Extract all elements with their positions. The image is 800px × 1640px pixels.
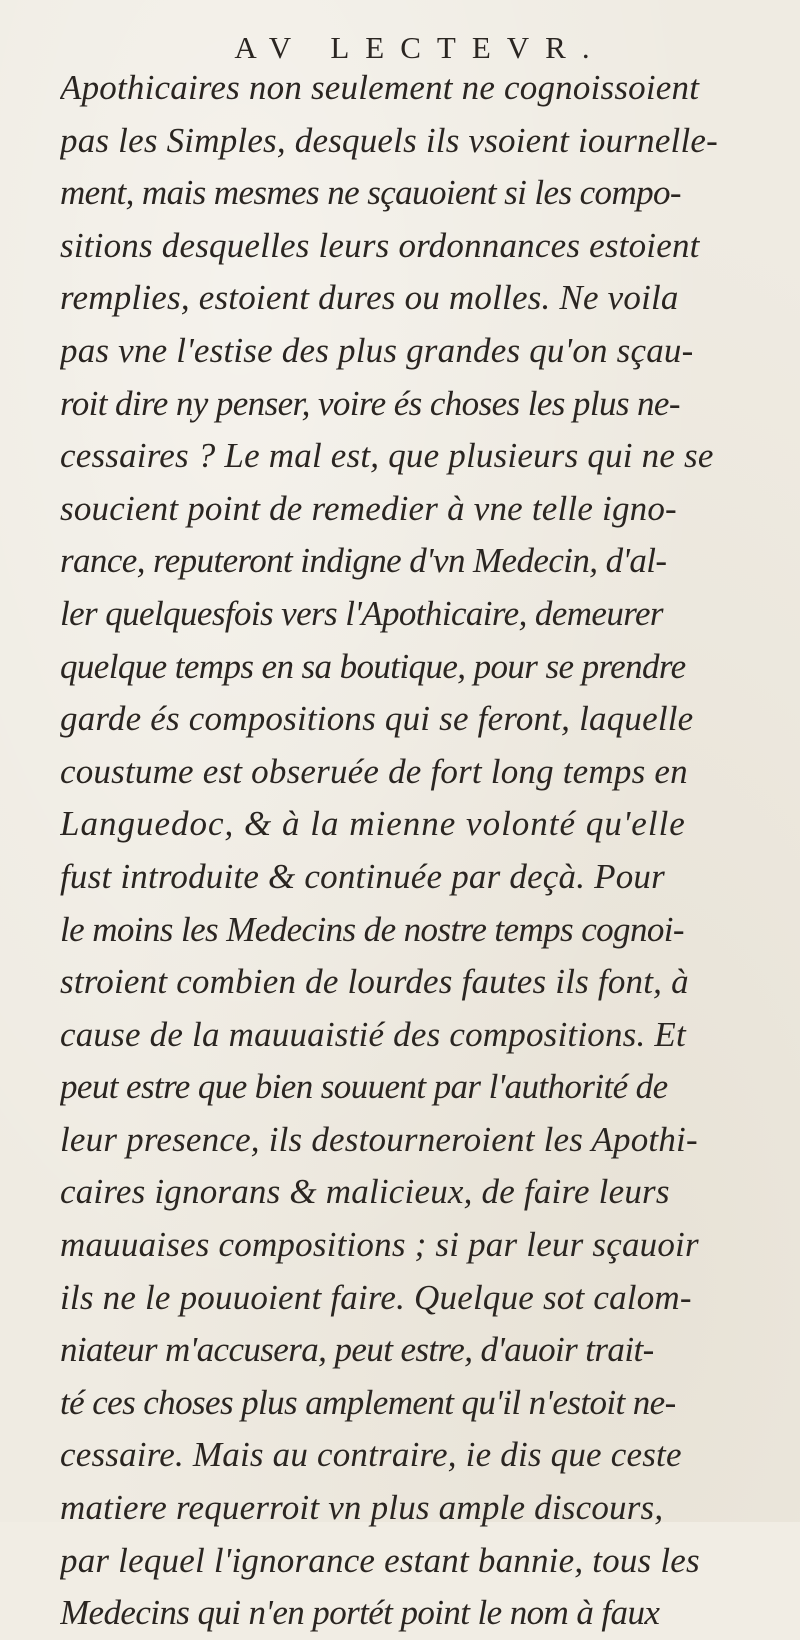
body-text <box>60 62 780 1640</box>
text-line: caires ignorans & malicieux, de faire leurs <box>60 1172 670 1212</box>
text-line: roit dire ny penser, voire és choses les plus ne- <box>60 383 680 423</box>
text-line: par lequel l'ignorance estant bannie, tous les <box>60 1540 700 1580</box>
text-line: leur presence, ils destourneroient les Apothi- <box>60 1119 698 1159</box>
text-line: Apothicaires non seulement ne cognoissoient <box>60 68 700 107</box>
text-line: cessaires ? Le mal est, que plusieurs qui ne se <box>60 436 714 476</box>
text-line: pas les Simples, desquels ils vsoient iournelle- <box>60 120 718 160</box>
running-head: AV LECTEVR. <box>234 30 606 65</box>
text-line: peut estre que bien souuent par l'authorité de <box>60 1067 668 1107</box>
text-line: pas vne l'estise des plus grandes qu'on sçau- <box>60 330 694 370</box>
text-line: cessaire. Mais au contraire, ie dis que ceste <box>60 1435 682 1475</box>
text-line: té ces choses plus amplement qu'il n'estoit ne- <box>60 1382 676 1422</box>
text-line: ils ne le pouuoient faire. Quelque sot calom- <box>60 1277 692 1317</box>
text-line: soucient point de remedier à vne telle igno- <box>60 488 677 528</box>
text-line: cause de la mauuaistié des compositions. Et <box>60 1014 686 1054</box>
text-line: ler quelquesfois vers l'Apothicaire, demeurer <box>60 593 663 633</box>
text-line: stroient combien de lourdes fautes ils font, à <box>60 962 689 1002</box>
text-line: ment, mais mesmes ne sçauoient si les compo- <box>60 173 681 213</box>
text-line: fust introduite & continuée par deçà. Pour <box>60 856 665 896</box>
text-line: coustume est obseruée de fort long temps en <box>60 751 688 791</box>
text-line: remplies, estoient dures ou molles. Ne voila <box>60 278 679 318</box>
text-line: quelque temps en sa boutique, pour se prendre <box>60 646 686 686</box>
text-line: le moins les Medecins de nostre temps cognoi- <box>60 909 684 949</box>
text-line: Languedoc, & à la mienne volonté qu'elle <box>60 804 686 844</box>
text-line: garde és compositions qui se feront, laquelle <box>60 699 694 739</box>
text-line: mauuaises compositions ; si par leur sçauoir <box>60 1225 699 1265</box>
text-line: Medecins qui n'en portét point le nom à faux <box>60 1593 660 1633</box>
text-line: niateur m'accusera, peut estre, d'auoir trait- <box>60 1330 654 1370</box>
text-line: matiere requerroit vn plus ample discours, <box>60 1488 664 1528</box>
text-line: sitions desquelles leurs ordonnances estoient <box>60 225 700 265</box>
text-line: rance, reputeront indigne d'vn Medecin, d'al- <box>60 541 667 581</box>
